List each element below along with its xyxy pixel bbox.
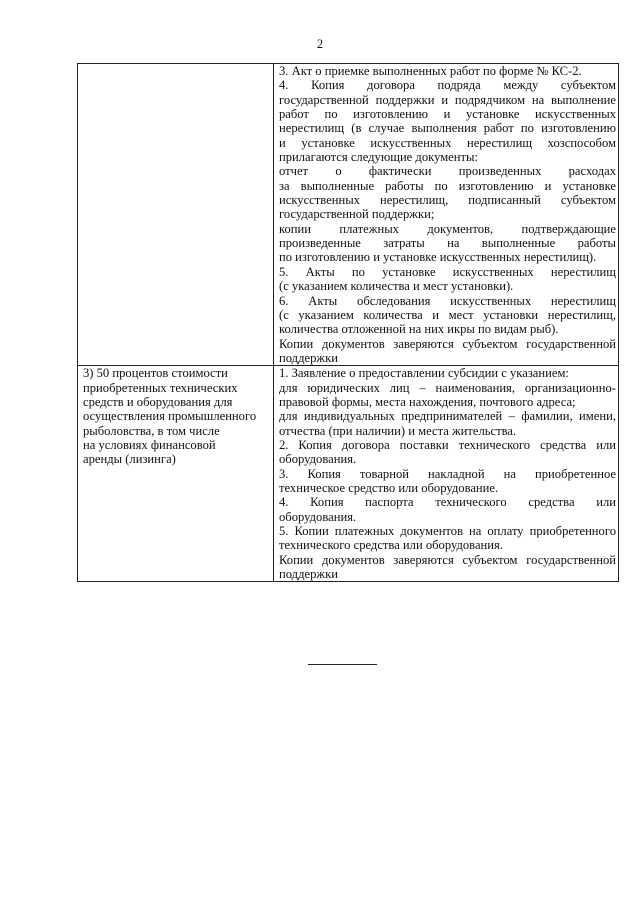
text-line: на условиях финансовой [83,437,216,452]
text-line: Копии документов заверяются субъектом государственной [279,336,616,351]
text-line: произведенные затраты на выполненные работы [279,236,616,251]
text-line: (с указанием количества и мест установки). [279,279,514,294]
text-line: копии платежных документов, подтверждающие [279,221,616,236]
documents-table [77,63,619,582]
text-line: технического средства или оборудования. [279,538,503,553]
text-line: за выполненные работы по изготовлению и установке [279,178,616,193]
text-line: для индивидуальных предпринимателей – фамилии, имени, [279,409,616,424]
table-row [78,64,619,366]
text-line: правовой формы, места нахождения, почтового адреса; [279,394,576,409]
text-line: 4. Копия договора подряда между субъектом [279,78,616,93]
text-line: для юридических лиц – наименования, организационно- [279,380,616,395]
text-line: осуществления промышленного [83,409,257,424]
text-line: 3. Копия товарной накладной на приобретенное [279,466,616,481]
text-line: (с указанием количества и мест установки нерестилищ, [279,307,616,322]
text-line: оборудования. [279,452,357,467]
page-number: 2 [316,37,324,51]
text-line: средств и оборудования для [83,394,233,409]
text-line: аренды (лизинга) [83,452,176,467]
text-line: рыболовства, в том числе [83,423,220,438]
text-line: по изготовлению и установке искусственных нерестилищ). [279,250,597,265]
footer-divider [308,664,377,665]
documents-list-cell [274,366,619,582]
text-line: поддержки [279,567,338,582]
subsidy-description-cell [78,64,274,366]
text-line: 2. Копия договора поставки технического средства или [279,437,616,452]
text-line: нерестилищ (в случае выполнения работ по изготовлению [279,121,616,136]
text-line: 5. Акты по установке искусственных нерестилищ [279,264,616,279]
text-line: государственной поддержки; [279,207,435,222]
text-line: отчества (при наличии) и места жительства. [279,423,517,438]
text-line: искусственных нерестилищ, подписанный субъектом [279,193,616,208]
documents-list-cell [274,64,619,366]
text-line: 1. Заявление о предоставлении субсидии с указанием: [279,366,569,381]
text-line: количества отложенной на них икры по видам рыб). [279,322,559,337]
text-line: поддержки [279,350,338,365]
text-line: приобретенных технических [83,380,238,395]
text-line: и установке искусственных нерестилищ хозспособом [279,135,616,150]
text-line: 5. Копии платежных документов на оплату приобретенного [279,524,616,538]
text-line: работ по изготовлению и установке искусственных [279,107,616,122]
text-line: 3) 50 процентов стоимости [83,366,228,381]
text-line: 3. Акт о приемке выполненных работ по форме № КС-2. [279,64,582,78]
text-line: 6. Акты обследования искусственных нерестилищ [279,293,616,308]
text-line: Копии документов заверяются субъектом государственной [279,552,616,567]
table-row [78,366,619,582]
text-line: прилагаются следующие документы: [279,150,478,165]
text-line: оборудования. [279,509,357,524]
text-line: 4. Копия паспорта технического средства или [279,495,616,510]
text-line: государственной поддержки и подрядчиком на выполнение [279,92,616,107]
text-line: техническое средство или оборудование. [279,480,499,495]
text-line: отчет о фактически произведенных расходах [279,164,616,179]
subsidy-description-cell [78,366,274,582]
